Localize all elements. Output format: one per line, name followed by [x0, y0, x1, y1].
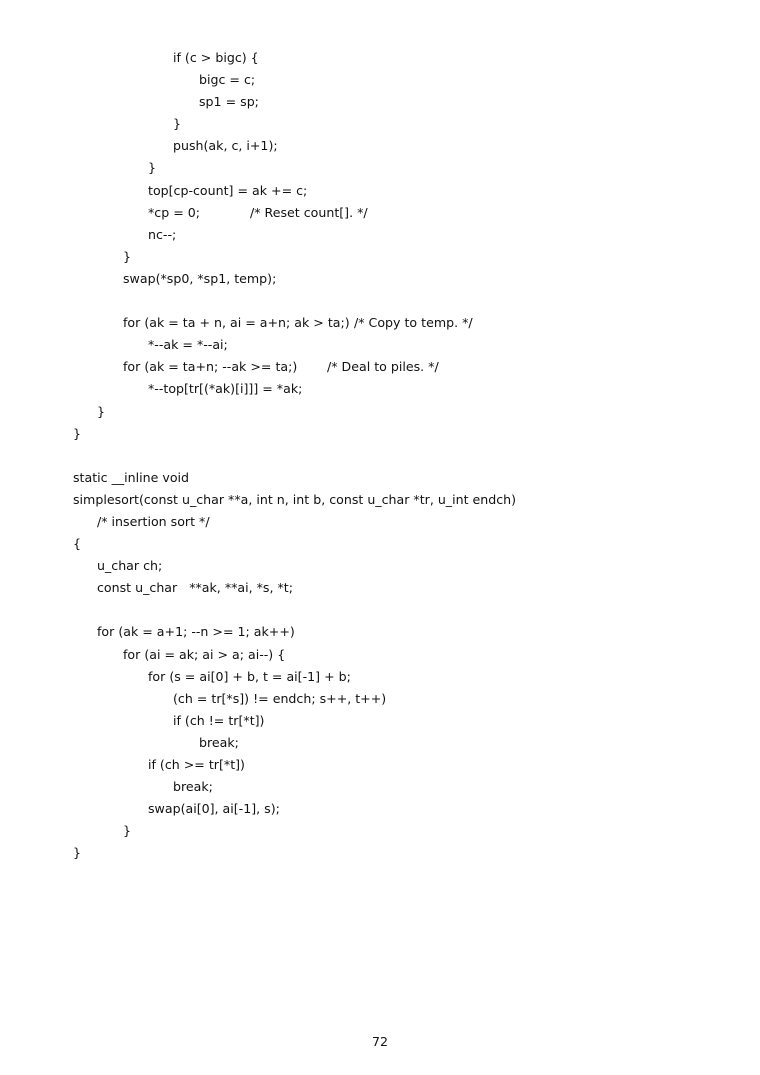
code-line — [73, 246, 733, 268]
code-text: *--ak = *--ai; — [148, 337, 228, 353]
code-comment: /* Reset count[]. */ — [250, 204, 368, 220]
code-line — [73, 290, 733, 312]
code-text: } — [73, 845, 82, 861]
code-text: bigc = c; — [199, 72, 256, 88]
code-line — [73, 688, 733, 710]
code-text: { — [73, 536, 82, 552]
code-text: push(ak, c, i+1); — [173, 138, 278, 154]
code-text: } — [73, 425, 82, 441]
code-line — [73, 644, 733, 666]
code-text: sp1 = sp; — [199, 94, 259, 110]
code-line — [73, 423, 733, 445]
code-text: *--top[tr[(*ak)[i]]] = *ak; — [148, 381, 303, 397]
code-text: nc--; — [148, 226, 177, 242]
code-text: } — [123, 248, 132, 264]
code-line — [73, 754, 733, 776]
code-text: for (ak = ta + n, ai = a+n; ak > ta;) — [123, 315, 350, 331]
code-text: for (ak = a+1; --n >= 1; ak++) — [97, 624, 295, 640]
code-text: if (ch != tr[*t]) — [173, 712, 265, 728]
code-listing — [73, 47, 733, 864]
code-line — [73, 202, 733, 224]
code-line — [73, 511, 733, 533]
code-line — [73, 334, 733, 356]
code-line — [73, 599, 733, 621]
code-line — [73, 820, 733, 842]
code-comment: /* Copy to temp. */ — [354, 315, 473, 331]
code-line — [73, 268, 733, 290]
code-line — [73, 157, 733, 179]
code-line — [73, 224, 733, 246]
code-line — [73, 47, 733, 69]
page-number: 72 — [371, 1034, 389, 1049]
code-text: } — [148, 160, 157, 176]
code-line — [73, 401, 733, 423]
code-text: break; — [199, 734, 239, 750]
code-text: top[cp-count] = ak += c; — [148, 182, 308, 198]
code-text: for (ai = ak; ai > a; ai--) { — [123, 646, 286, 662]
code-line — [73, 621, 733, 643]
code-line — [73, 69, 733, 91]
code-line — [73, 798, 733, 820]
code-line — [73, 732, 733, 754]
code-text: for (s = ai[0] + b, t = ai[-1] + b; — [148, 668, 351, 684]
code-line — [73, 180, 733, 202]
code-line — [73, 842, 733, 864]
code-text: } — [123, 823, 132, 839]
code-line — [73, 489, 733, 511]
code-line — [73, 776, 733, 798]
code-line — [73, 113, 733, 135]
code-line — [73, 91, 733, 113]
code-text: swap(ai[0], ai[-1], s); — [148, 801, 280, 817]
code-text: if (ch >= tr[*t]) — [148, 757, 245, 772]
code-text: for (ak = ta+n; --ak >= ta;) — [123, 359, 298, 375]
code-text: (ch = tr[*s]) != endch; s++, t++) — [173, 690, 387, 706]
code-text: } — [173, 116, 182, 132]
code-text: simplesort(const u_char **a, int n, int b, const u_char *tr, u_int endch) — [73, 491, 517, 507]
code-text: if (c > bigc) { — [173, 50, 259, 65]
code-line — [73, 555, 733, 577]
code-line — [73, 577, 733, 599]
code-text: } — [97, 403, 106, 419]
code-line — [73, 710, 733, 732]
code-text: break; — [173, 779, 213, 795]
code-line — [73, 467, 733, 489]
code-line — [73, 666, 733, 688]
code-line — [73, 533, 733, 555]
code-comment: /* Deal to piles. */ — [327, 359, 439, 375]
code-text: static __inline void — [73, 469, 190, 485]
code-line — [73, 445, 733, 467]
code-text: /* insertion sort */ — [97, 513, 210, 529]
code-text: swap(*sp0, *sp1, temp); — [123, 270, 277, 286]
code-text: *cp = 0; — [148, 204, 201, 220]
code-line — [73, 312, 733, 334]
code-line — [73, 378, 733, 400]
code-text: const u_char **ak, **ai, *s, *t; — [97, 580, 293, 596]
code-text: u_char ch; — [97, 558, 163, 574]
code-line — [73, 356, 733, 378]
code-line — [73, 135, 733, 157]
